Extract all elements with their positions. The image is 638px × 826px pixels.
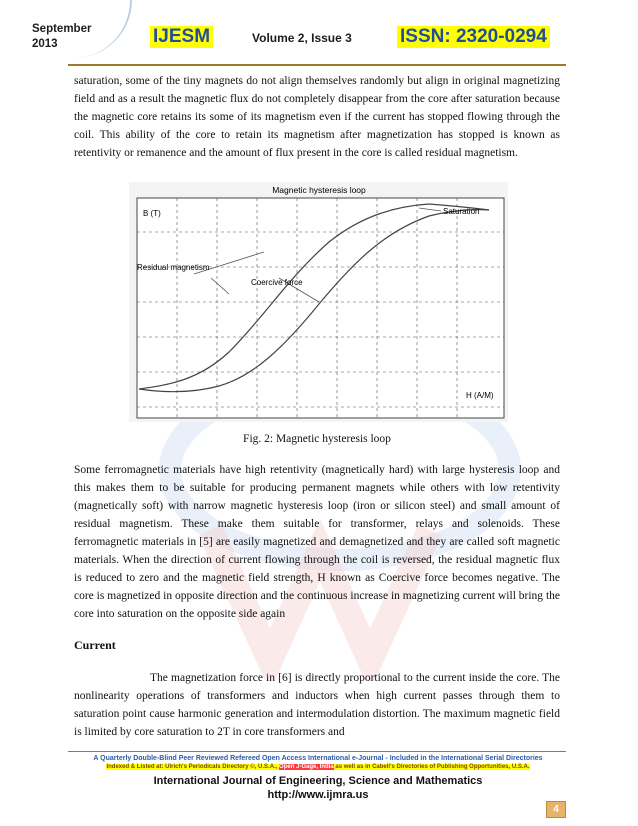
coercive-force-label: Coercive force: [251, 278, 303, 287]
hysteresis-figure: [129, 182, 508, 422]
journal-name: IJESM: [150, 26, 213, 48]
footer-rule: [68, 751, 566, 752]
footer-indexing-part2: Open J-Gage, India: [279, 764, 334, 770]
footer-journal: [70, 774, 566, 802]
saturation-label: Saturation: [443, 207, 480, 216]
issue-date: September 2013: [32, 23, 92, 50]
section-heading-current: Current: [74, 638, 116, 652]
footer-indexing: [70, 764, 566, 770]
footer-indexing-part3: as well as in Cabell's Directories of Publishing Opportunities, U.S.A.: [333, 764, 530, 770]
paragraph-current: [74, 669, 560, 741]
x-axis-label: H (A/M): [466, 391, 494, 400]
issn-number: ISSN: 2320-0294: [397, 26, 550, 48]
paragraph-text: The magnetization force in [6] is directly proportional to the current inside the core. The nonlinearity operations of transformers and inductors when high current passes through them to saturation point cause harmonic generation and intermodulation distortion. The maximum magnetic field is limited by core saturation to 2T in core transformers and: [74, 672, 560, 738]
figure-title: Magnetic hysteresis loop: [272, 185, 366, 195]
hysteresis-plot: [129, 182, 508, 422]
footer-description: A Quarterly Double-Blind Peer Reviewed Refereed Open Access International e-Journal - Included in the International Serial Directories: [93, 755, 543, 762]
footer-url-link[interactable]: http://www.ijmra.us: [267, 789, 369, 801]
paragraph-retentivity: [74, 72, 560, 162]
footer-indexing-part1: Indexed & Listed at: Ulrich's Periodicals Directory ©, U.S.A.,: [106, 764, 280, 770]
header-rule: [68, 64, 566, 66]
page-number: 4: [546, 801, 566, 818]
footer-journal-title: International Journal of Engineering, Science and Mathematics: [153, 775, 483, 787]
residual-magnetism-label: Residual magnetism: [137, 263, 210, 272]
paragraph-text: saturation, some of the tiny magnets do not align themselves randomly but align in original magnetizing field and as a result the magnetic flux do not completely disappear from the core after saturation because the magnetic core retains its some of its magnetism even if the current has stopped flowing through the coil. This ability of the core to retain its magnetism after magnetization has stopped is known as retentivity or remanence and the amount of flux present in the core is called residual magnetism.: [74, 75, 560, 159]
figure-caption: Fig. 2: Magnetic hysteresis loop: [243, 433, 391, 445]
paragraph-text: Some ferromagnetic materials have high retentivity (magnetically hard) with large hysteresis loop and this makes them to be suitable for producing permanent magnets while others with low retentivity (magnetically soft) with narrow magnetic hysteresis loop (iron or silicon steel) and small amount of residual magnetism. These make them suitable for transformer, relays and solenoids. These ferromagnetic materials in [5] are easily magnetized and demagnetized and they are called soft magnetic materials. When the direction of current flowing through the coil is reversed, the residual magnetic flux is reduced to zero and the magnetic field strength, H known as Coercive force becomes negative. The core is magnetized in opposite direction and the continuous increase in magnetizing current will bring the core into saturation on the opposite side again: [74, 464, 560, 620]
volume-issue: Volume 2, Issue 3: [252, 31, 352, 45]
y-axis-label: B (T): [143, 209, 161, 218]
paragraph-ferromagnetic: [74, 461, 560, 623]
